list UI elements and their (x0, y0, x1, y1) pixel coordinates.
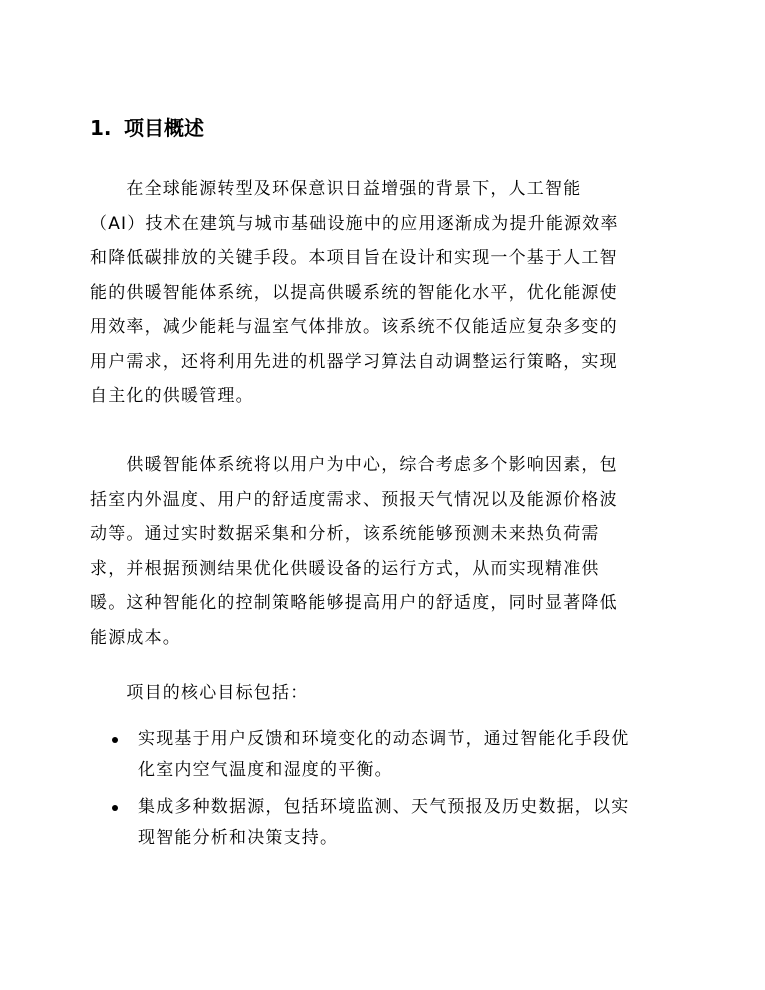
paragraph-intro (90, 172, 680, 414)
section-number: 1. (90, 116, 112, 140)
paragraph-line: 用效率，减少能耗与温室气体排放。该系统不仅能适应复杂多变的 (90, 317, 618, 337)
paragraph-line: 供暖智能体系统将以用户为中心，综合考虑多个影响因素，包 (90, 455, 618, 475)
section-title: 项目概述 (124, 116, 204, 140)
paragraph-line: 用户需求，还将利用先进的机器学习算法自动调整运行策略，实现 (90, 351, 618, 372)
paragraph-line: 能源成本。 (90, 627, 181, 648)
paragraph-line: 暖。这种智能化的控制策略能够提高用户的舒适度，同时显著降低 (90, 593, 618, 613)
paragraph-line: 和降低碳排放的关键手段。本项目旨在设计和实现一个基于人工智 (90, 248, 618, 268)
paragraph-line: 求，并根据预测结果优化供暖设备的运行方式，从而实现精准供 (90, 558, 600, 579)
paragraph-line: 项目的核心目标包括： (90, 683, 309, 703)
paragraph-line: 自主化的供暖管理。 (90, 386, 254, 406)
bullet-icon (112, 737, 118, 743)
paragraph-line: 在全球能源转型及环保意识日益增强的背景下，人工智能 (90, 179, 582, 199)
goals-list (100, 724, 682, 860)
paragraph-line: 动等。通过实时数据采集和分析，该系统能够预测未来热负荷需 (90, 524, 600, 544)
section-heading (90, 113, 204, 143)
list-item-line: 化室内空气温度和湿度的平衡。 (138, 760, 393, 780)
list-item (100, 792, 682, 854)
paragraph-system (90, 448, 680, 655)
bullet-icon (112, 805, 118, 811)
list-item-line: 现智能分析和决策支持。 (138, 828, 339, 848)
list-item (100, 724, 682, 786)
paragraph-goals-intro (90, 676, 680, 711)
paragraph-line: 能的供暖智能体系统，以提高供暖系统的智能化水平，优化能源使 (90, 282, 618, 303)
list-item-line: 实现基于用户反馈和环境变化的动态调节，通过智能化手段优 (138, 729, 630, 749)
paragraph-line: 括室内外温度、用户的舒适度需求、预报天气情况以及能源价格波 (90, 489, 618, 510)
list-item-line: 集成多种数据源，包括环境监测、天气预报及历史数据，以实 (138, 797, 630, 817)
paragraph-line: （AI）技术在建筑与城市基础设施中的应用逐渐成为提升能源效率 (90, 213, 619, 234)
